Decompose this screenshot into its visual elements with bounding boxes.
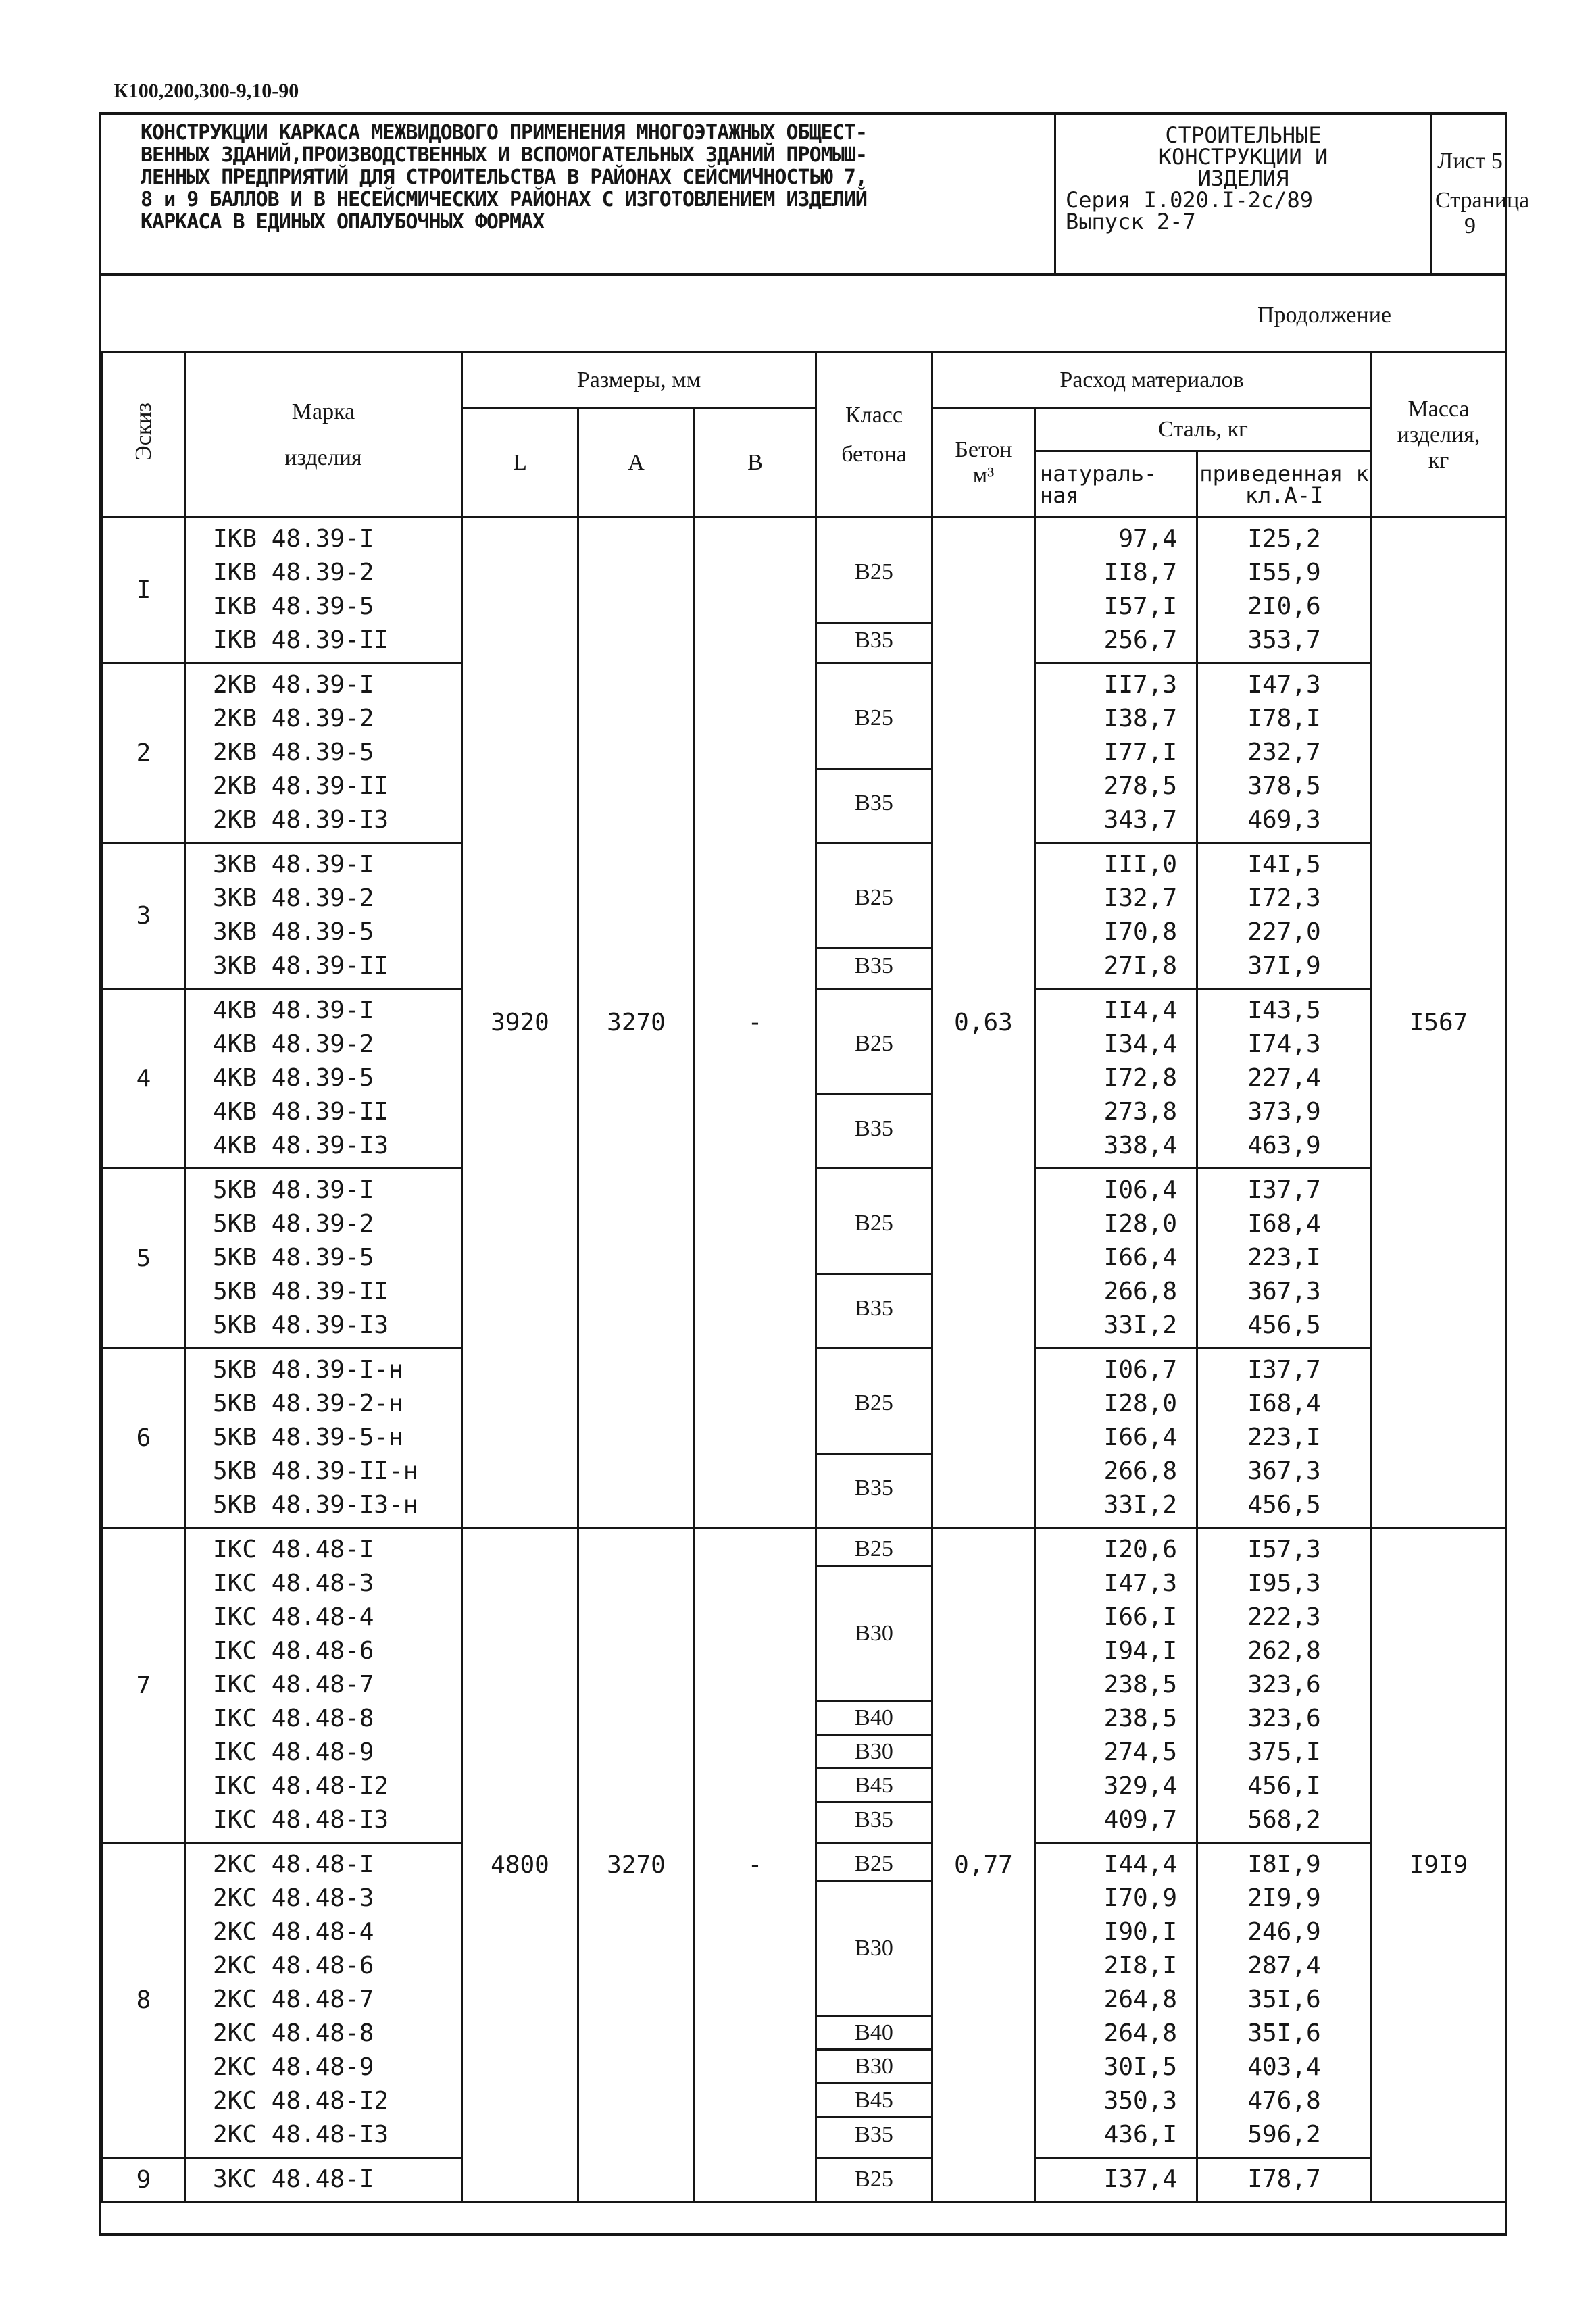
steel-reduced-list [1197,663,1372,843]
mark-cell: 5КВ 48.39-2-н [213,1390,403,1417]
steel-natural-list [1035,843,1197,989]
steel-natural-value: 30I,5 [1103,2053,1178,2081]
steel-reduced-value: I55,9 [1247,559,1321,586]
steel-reduced-list [1197,1843,1372,2158]
sketch-number: 8 [103,1843,185,2158]
col-L: L [462,408,578,518]
steel-reduced-value: 262,8 [1247,1637,1321,1665]
concrete-class: B35 [855,1296,893,1321]
steel-reduced-list [1197,518,1372,663]
mark-cell: 5КВ 48.39-I-н [213,1356,403,1384]
col-steel: Сталь, кг [1035,408,1372,451]
size-l-value: 3920 [462,518,578,1528]
product-mass: I9I9 [1372,1528,1506,2203]
mark-cell: IКС 48.48-I [213,1536,374,1563]
steel-natural-value: 338,4 [1103,1132,1178,1159]
steel-reduced-value: 223,I [1247,1244,1321,1272]
steel-reduced-value: 463,9 [1247,1132,1321,1159]
mark-cell: IКС 48.48-I2 [213,1772,389,1800]
mark-list [185,518,462,663]
mark-list [185,663,462,843]
steel-reduced-value: I47,3 [1247,671,1321,699]
steel-natural-value: 256,7 [1103,626,1178,654]
mark-cell: 5КВ 48.39-I3-н [213,1491,418,1519]
table-row [103,1528,1506,1843]
steel-reduced-value: I8I,9 [1247,1851,1321,1878]
steel-natural-value: 238,5 [1103,1705,1178,1732]
mark-cell: 2КС 48.48-I2 [213,2087,389,2115]
concrete-class-list [816,989,932,1169]
concrete-class: B45 [817,2084,931,2118]
steel-reduced-value: 323,6 [1247,1671,1321,1699]
sketch-number: 9 [103,2158,185,2203]
steel-reduced-value: 375,I [1247,1738,1321,1766]
steel-reduced-value: I68,4 [1247,1210,1321,1238]
steel-reduced-list [1197,1349,1372,1528]
size-b-value: - [695,1528,816,2203]
col-mark-line: изделия [284,445,362,470]
mark-cell: 3КС 48.48-I [213,2165,374,2193]
col-A: A [578,408,695,518]
mark-cell: 4КВ 48.39-5 [213,1064,374,1092]
mark-cell: 2КС 48.48-3 [213,1884,374,1912]
materials-table [101,351,1507,2203]
steel-natural-value: 238,5 [1103,1671,1178,1699]
steel-reduced-value: 456,5 [1247,1491,1321,1519]
concrete-class: B25 [817,848,931,949]
steel-natural-list [1035,1349,1197,1528]
table-row [103,518,1506,663]
mark-cell: 4КВ 48.39-I [213,997,374,1024]
steel-natural-value: 329,4 [1103,1772,1178,1800]
steel-natural-list [1035,1843,1197,2158]
series-line: СТРОИТЕЛЬНЫЕ [1165,122,1322,148]
mark-cell: 2КВ 48.39-I3 [213,806,389,834]
document-code: К100,200,300-9,10-90 [114,80,299,102]
steel-natural-value: III,0 [1103,851,1178,878]
steel-reduced-value: 2I0,6 [1247,593,1321,620]
sketch-number: 6 [103,1349,185,1528]
steel-reduced-value: 2I9,9 [1247,1884,1321,1912]
steel-natural-list [1035,1528,1197,1843]
concrete-class: B45 [817,1769,931,1803]
materials-table-frame [99,270,1507,2236]
mark-cell: 4КВ 48.39-II [213,1098,389,1126]
mark-cell: 5КВ 48.39-II [213,1278,389,1305]
mark-cell: 2КС 48.48-4 [213,1918,374,1946]
concrete-class: B35 [855,628,893,653]
col-class-line: бетона [841,441,907,467]
mark-cell: 3КВ 48.39-5 [213,918,374,946]
concrete-class: B25 [817,1848,931,1882]
size-b-value: - [695,518,816,1528]
steel-reduced-value: 37I,9 [1247,952,1321,980]
title-line: КОНСТРУКЦИИ КАРКАСА МЕЖВИДОВОГО ПРИМЕНЕНИЯ МНОГОЭТАЖНЫХ ОБЩЕСТ- [141,121,867,145]
steel-natural-value: I28,0 [1103,1210,1178,1238]
mark-cell: 3КВ 48.39-I [213,851,374,878]
col-mark-line: Марка [291,399,355,424]
concrete-class-list [816,2158,932,2203]
steel-natural-value: II7,3 [1103,671,1178,699]
mark-cell: 2КВ 48.39-2 [213,705,374,732]
concrete-class: B40 [817,2017,931,2051]
mark-list [185,2158,462,2203]
steel-natural-value: 274,5 [1103,1738,1178,1766]
col-mass-line: изделия, [1397,422,1480,447]
sketch-number: 5 [103,1169,185,1349]
mark-cell: 2КВ 48.39-I [213,671,374,699]
mark-cell: 2КВ 48.39-II [213,772,389,800]
mark-cell: IКС 48.48-6 [213,1637,374,1665]
sketch-number: I [103,518,185,663]
concrete-class-list [816,1528,932,1843]
sketch-number: 2 [103,663,185,843]
mark-cell: 5КВ 48.39-2 [213,1210,374,1238]
steel-natural-value: 350,3 [1103,2087,1178,2115]
steel-reduced-value: 35I,6 [1247,1986,1321,2013]
title-line: КАРКАСА В ЕДИНЫХ ОПАЛУБОЧНЫХ ФОРМАХ [141,210,545,234]
concrete-class: B25 [817,1353,931,1455]
steel-natural-value: 264,8 [1103,2019,1178,2047]
steel-reduced-value: 223,I [1247,1424,1321,1451]
mark-list [185,843,462,989]
concrete-class: B30 [817,1882,931,2017]
concrete-class-list [816,663,932,843]
concrete-volume: 0,77 [932,1528,1035,2203]
steel-natural-list [1035,989,1197,1169]
steel-reduced-list [1197,843,1372,989]
sheet-block [1435,115,1530,273]
steel-natural-value: 33I,2 [1103,1491,1178,1519]
col-B: B [695,408,816,518]
concrete-class: B25 [817,522,931,624]
mark-list [185,1843,462,2158]
steel-natural-value: 266,8 [1103,1278,1178,1305]
steel-reduced-value: 403,4 [1247,2053,1321,2081]
mark-cell: 2КС 48.48-I3 [213,2121,389,2148]
concrete-class: B35 [855,953,893,978]
mark-cell: IКС 48.48-9 [213,1738,374,1766]
steel-natural-value: 2I8,I [1103,1952,1178,1980]
concrete-class: B25 [817,1533,931,1567]
steel-natural-value: I32,7 [1103,884,1178,912]
steel-natural-value: I06,4 [1103,1176,1178,1204]
steel-natural-value: 33I,2 [1103,1311,1178,1339]
title-line: ЛЕННЫХ ПРЕДПРИЯТИЙ ДЛЯ СТРОИТЕЛЬСТВА В РАЙОНАХ СЕЙСМИЧНОСТЬЮ 7, [141,166,867,189]
concrete-class-list [816,1843,932,2158]
steel-natural-list [1035,1169,1197,1349]
size-l-value: 4800 [462,1528,578,2203]
mark-cell: 5КВ 48.39-5-н [213,1424,403,1451]
col-class [816,353,932,518]
sketch-number: 4 [103,989,185,1169]
steel-natural-value: II8,7 [1103,559,1178,586]
steel-reduced-value: I4I,5 [1247,851,1321,878]
mark-list [185,1169,462,1349]
mark-cell: 5КВ 48.39-5 [213,1244,374,1272]
steel-natural-value: I57,I [1103,593,1178,620]
col-concrete-line: Бетон [955,436,1012,462]
steel-natural-value: 409,7 [1103,1806,1178,1834]
steel-natural-value: I47,3 [1103,1569,1178,1597]
series-line: КОНСТРУКЦИИ И [1158,144,1328,170]
sketch-number: 3 [103,843,185,989]
concrete-class: B35 [855,1807,893,1832]
concrete-class: B35 [855,790,893,815]
steel-reduced-value: 246,9 [1247,1918,1321,1946]
concrete-class: B25 [817,668,931,770]
mark-cell: 2КС 48.48-7 [213,1986,374,2013]
mark-cell: 5КВ 48.39-II-н [213,1457,418,1485]
steel-natural-value: I66,I [1103,1603,1178,1631]
series-line: ИЗДЕЛИЯ [1197,166,1289,191]
steel-natural-value: 273,8 [1103,1098,1178,1126]
steel-reduced-value: 353,7 [1247,626,1321,654]
steel-natural-value: II4,4 [1103,997,1178,1024]
concrete-class: B40 [817,1702,931,1736]
mark-cell: 5КВ 48.39-I [213,1176,374,1204]
series-block [1054,115,1432,273]
col-mass [1372,353,1506,518]
steel-natural-value: 343,7 [1103,806,1178,834]
concrete-class: B25 [855,2167,893,2192]
steel-natural-value: 436,I [1103,2121,1178,2148]
steel-reduced-list [1197,1169,1372,1349]
steel-natural-value: I37,4 [1103,2165,1178,2193]
steel-reduced-value: 476,8 [1247,2087,1321,2115]
concrete-class-list [816,1349,932,1528]
steel-reduced-value: 469,3 [1247,806,1321,834]
mark-cell: IКС 48.48-7 [213,1671,374,1699]
steel-reduced-value: 378,5 [1247,772,1321,800]
steel-natural-value: I44,4 [1103,1851,1178,1878]
mark-list [185,1349,462,1528]
mark-cell: 4КВ 48.39-I3 [213,1132,389,1159]
steel-natural-list [1035,663,1197,843]
steel-reduced-value: I43,5 [1247,997,1321,1024]
steel-reduced-list [1197,1528,1372,1843]
col-materials: Расход материалов [932,353,1372,408]
mark-cell: 5КВ 48.39-I3 [213,1311,389,1339]
steel-reduced-value: I72,3 [1247,884,1321,912]
steel-reduced-value: 568,2 [1247,1806,1321,1834]
steel-reduced-value: 367,3 [1247,1278,1321,1305]
steel-reduced-value: 222,3 [1247,1603,1321,1631]
steel-natural-value: I34,4 [1103,1030,1178,1058]
col-sketch: Эскиз [103,353,185,518]
continuation-label: Продолжение [1257,303,1391,328]
page-number: Страница 9 [1435,188,1530,238]
steel-natural-list [1035,2158,1197,2203]
mark-cell: 3КВ 48.39-II [213,952,389,980]
steel-natural-value: I70,9 [1103,1884,1178,1912]
mark-cell: 2КС 48.48-I [213,1851,374,1878]
title-line: 8 и 9 БАЛЛОВ И В НЕСЕЙСМИЧЕСКИХ РАЙОНАХ С ИЗГОТОВЛЕНИЕМ ИЗДЕЛИЙ [141,188,867,211]
steel-reduced-value: 323,6 [1247,1705,1321,1732]
steel-reduced-value: 456,5 [1247,1311,1321,1339]
sketch-number: 7 [103,1528,185,1843]
steel-reduced-value: 596,2 [1247,2121,1321,2148]
mark-list [185,1528,462,1843]
steel-natural-value: 266,8 [1103,1457,1178,1485]
steel-natural-value: I38,7 [1103,705,1178,732]
mark-cell: IКВ 48.39-I [213,525,374,553]
concrete-class: B30 [817,2051,931,2084]
concrete-class: B25 [817,1174,931,1275]
sheet-number: Лист 5 [1437,149,1503,174]
col-sizes: Размеры, мм [462,353,816,408]
mark-cell: 3КВ 48.39-2 [213,884,374,912]
concrete-class: B35 [855,1476,893,1501]
steel-natural-value: I20,6 [1103,1536,1178,1563]
steel-reduced-value: I68,4 [1247,1390,1321,1417]
steel-reduced-value: 373,9 [1247,1098,1321,1126]
col-mark [185,353,462,518]
mark-cell: 2КВ 48.39-5 [213,738,374,766]
steel-natural-value: I90,I [1103,1918,1178,1946]
mark-cell: 4КВ 48.39-2 [213,1030,374,1058]
concrete-volume: 0,63 [932,518,1035,1528]
steel-reduced-value: I95,3 [1247,1569,1321,1597]
concrete-class: B30 [817,1567,931,1702]
steel-natural-value: I70,8 [1103,918,1178,946]
steel-natural-value: I66,4 [1103,1424,1178,1451]
steel-reduced-value: I78,I [1247,705,1321,732]
col-mass-line: кг [1428,447,1449,473]
steel-reduced-value: I57,3 [1247,1536,1321,1563]
concrete-class: B35 [855,1116,893,1141]
concrete-class: B35 [855,2122,893,2147]
steel-reduced-list [1197,2158,1372,2203]
mark-cell: IКС 48.48-I3 [213,1806,389,1834]
steel-reduced-value: I25,2 [1247,525,1321,553]
steel-reduced-value: 287,4 [1247,1952,1321,1980]
concrete-class-list [816,518,932,663]
series-number: Серия I.020.I-2с/89 [1066,187,1314,213]
steel-natural-value: I66,4 [1103,1244,1178,1272]
steel-natural-value: 97,4 [1118,525,1178,553]
col-steel-natural: натураль-ная [1035,451,1197,518]
issue-number: Выпуск 2-7 [1066,209,1196,234]
steel-reduced-value: I78,7 [1247,2165,1321,2193]
mark-cell: IКВ 48.39-II [213,626,389,654]
steel-reduced-value: 367,3 [1247,1457,1321,1485]
steel-reduced-list [1197,989,1372,1169]
steel-reduced-value: I37,7 [1247,1176,1321,1204]
steel-natural-value: I94,I [1103,1637,1178,1665]
steel-reduced-value: 227,4 [1247,1064,1321,1092]
steel-natural-value: I77,I [1103,738,1178,766]
steel-reduced-value: 232,7 [1247,738,1321,766]
steel-natural-value: 278,5 [1103,772,1178,800]
mark-cell: 2КС 48.48-6 [213,1952,374,1980]
steel-reduced-value: 456,I [1247,1772,1321,1800]
concrete-class-list [816,843,932,989]
steel-reduced-value: I74,3 [1247,1030,1321,1058]
title-block [99,112,1530,276]
size-a-value: 3270 [578,1528,695,2203]
mark-list [185,989,462,1169]
product-mass: I567 [1372,518,1506,1528]
col-concrete-unit: м³ [972,462,995,488]
mark-cell: 2КС 48.48-9 [213,2053,374,2081]
steel-natural-value: I28,0 [1103,1390,1178,1417]
size-a-value: 3270 [578,518,695,1528]
document-title [101,115,1047,273]
steel-natural-value: 264,8 [1103,1986,1178,2013]
col-mass-line: Масса [1407,396,1470,422]
mark-cell: IКВ 48.39-5 [213,593,374,620]
col-concrete [932,408,1035,518]
steel-natural-value: 27I,8 [1103,952,1178,980]
steel-reduced-value: 35I,6 [1247,2019,1321,2047]
mark-cell: IКВ 48.39-2 [213,559,374,586]
mark-cell: IКС 48.48-3 [213,1569,374,1597]
col-steel-reduced: приведенная к кл.А-I [1197,451,1372,518]
mark-cell: IКС 48.48-4 [213,1603,374,1631]
concrete-class: B25 [817,994,931,1095]
steel-natural-value: I06,7 [1103,1356,1178,1384]
concrete-class-list [816,1169,932,1349]
concrete-class: B30 [817,1736,931,1769]
mark-cell: IКС 48.48-8 [213,1705,374,1732]
col-class-line: Класс [845,402,903,428]
mark-cell: 2КС 48.48-8 [213,2019,374,2047]
steel-reduced-value: I37,7 [1247,1356,1321,1384]
steel-natural-value: I72,8 [1103,1064,1178,1092]
title-line: ВЕННЫХ ЗДАНИЙ,ПРОИЗВОДСТВЕННЫХ И ВСПОМОГАТЕЛЬНЫХ ЗДАНИЙ ПРОМЫШ- [141,143,867,167]
steel-natural-list [1035,518,1197,663]
steel-reduced-value: 227,0 [1247,918,1321,946]
